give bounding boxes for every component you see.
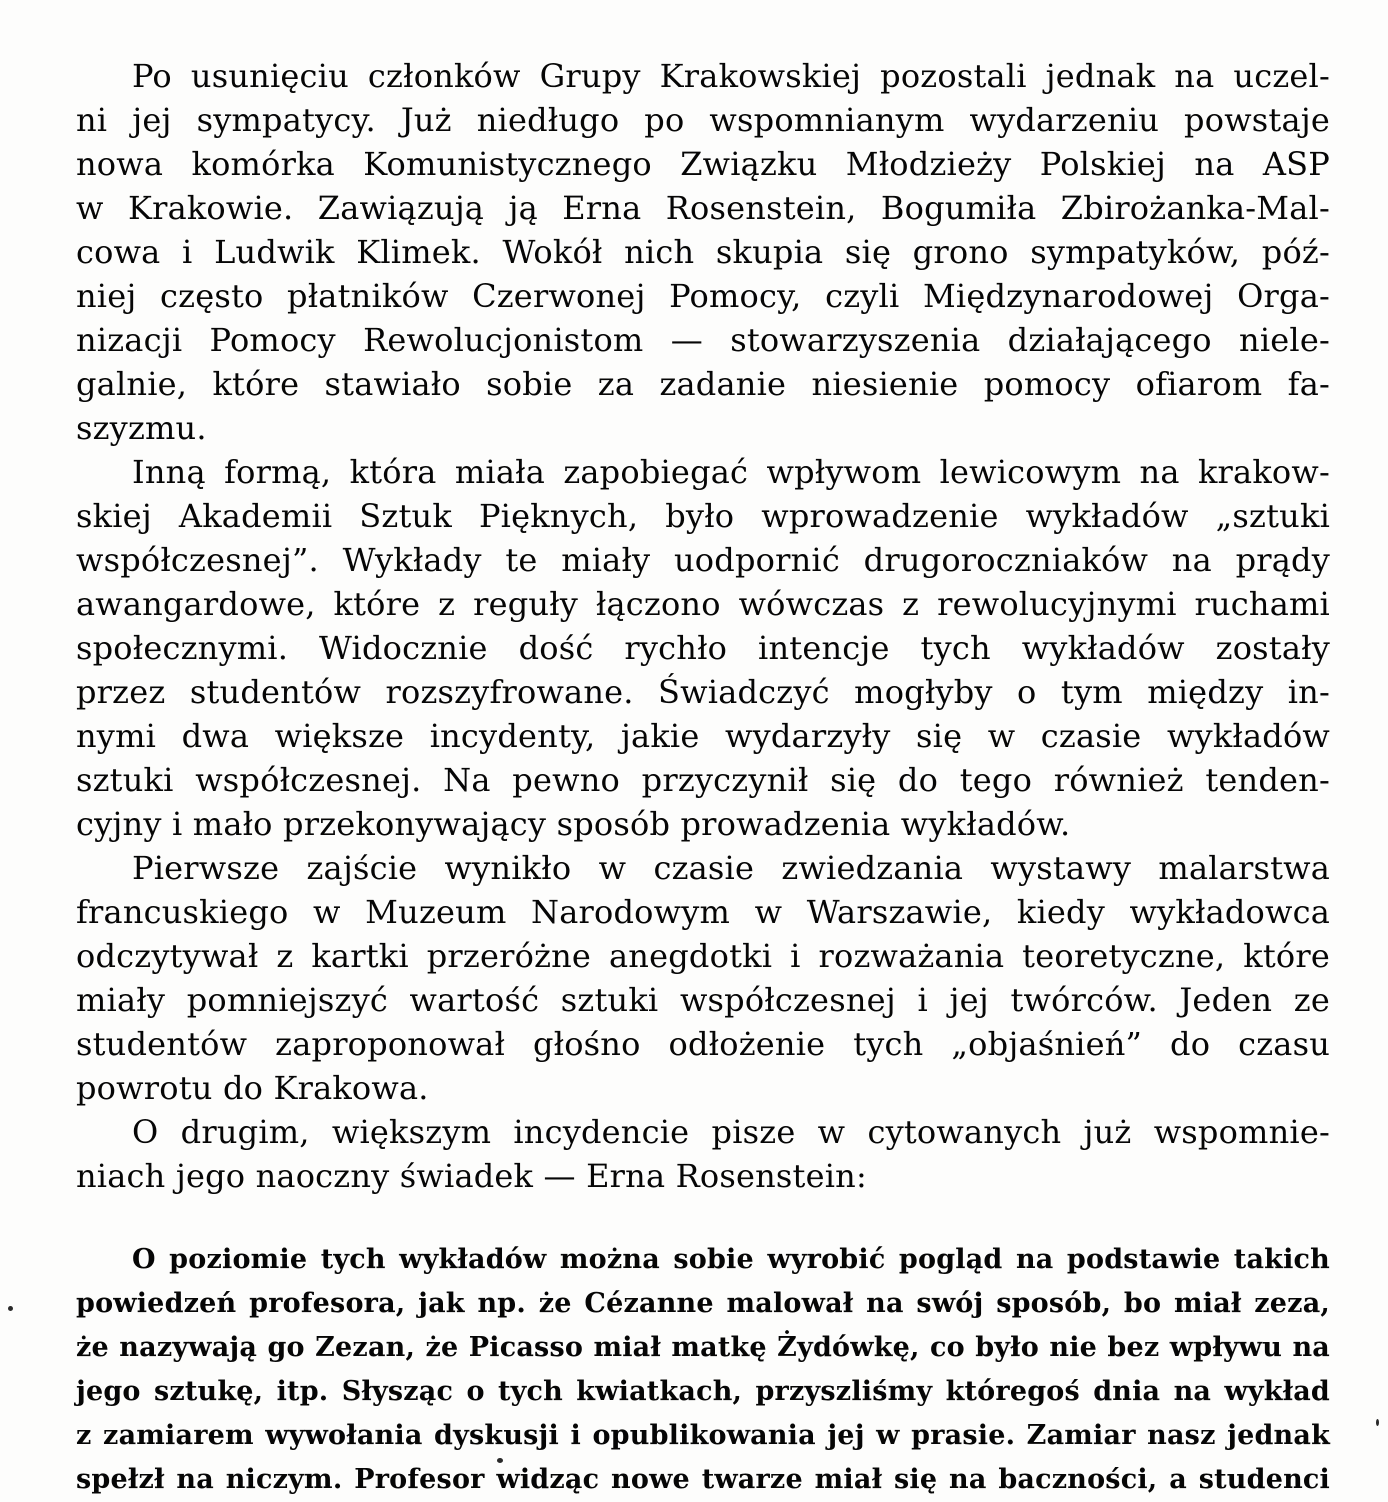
text-line: odczytywał z kartki przeróżne anegdotki i rozważania teoretyczne, które [76, 937, 1330, 975]
text-line: szyzmu. [76, 409, 207, 447]
text-line: niej często płatników Czerwonej Pomocy, czyli Międzynarodowej Orga- [76, 277, 1330, 315]
paragraph-2 [76, 450, 1330, 846]
quote-block [76, 1238, 1330, 1502]
text-line: że nazywają go Zezan, że Picasso miał matkę Żydówkę, co było nie bez wpływu na [76, 1332, 1330, 1363]
text-line: w Krakowie. Zawiązują ją Erna Rosenstein, Bogumiła Zbirożanka-Mal- [76, 189, 1330, 227]
text-line: powrotu do Krakowa. [76, 1069, 429, 1107]
text-line: jego sztukę, itp. Słysząc o tych kwiatkach, przyszliśmy któregoś dnia na wykład [76, 1376, 1330, 1407]
text-line: cowa i Ludwik Klimek. Wokół nich skupia się grono sympatyków, póź- [76, 233, 1330, 271]
text-line: awangardowe, które z reguły łączono wówczas z rewolucyjnymi ruchami [76, 585, 1330, 623]
text-line: Po usunięciu członków Grupy Krakowskiej pozostali jednak na uczel- [132, 57, 1330, 95]
text-line: społecznymi. Widocznie dość rychło intencje tych wykładów zostały [76, 629, 1330, 667]
text-line: Pierwsze zajście wynikło w czasie zwiedzania wystawy malarstwa [132, 849, 1330, 887]
scan-speck [8, 1306, 13, 1311]
text-line: sztuki współczesnej. Na pewno przyczynił się do tego również tenden- [76, 761, 1330, 799]
scan-speck [497, 1458, 503, 1463]
text-line: nizacji Pomocy Rewolucjonistom — stowarzyszenia działającego niele- [76, 321, 1330, 359]
text-line: niach jego naoczny świadek — Erna Rosenstein: [76, 1157, 867, 1195]
text-line: współczesnej”. Wykłady te miały uodpornić drugoroczniaków na prądy [76, 541, 1330, 579]
text-line: galnie, które stawiało sobie za zadanie niesienie pomocy ofiarom fa- [76, 365, 1330, 403]
text-line: nymi dwa większe incydenty, jakie wydarzyły się w czasie wykładów [76, 717, 1330, 755]
text-line: ni jej sympatycy. Już niedługo po wspomnianym wydarzeniu powstaje [76, 101, 1330, 139]
text-line: O drugim, większym incydencie pisze w cytowanych już wspomnie- [132, 1113, 1330, 1151]
paragraph-3 [76, 846, 1330, 1110]
text-line: skiej Akademii Sztuk Pięknych, było wprowadzenie wykładów „sztuki [76, 497, 1330, 535]
text-column [76, 54, 1330, 1502]
scan-speck [1376, 1419, 1379, 1426]
text-line: Inną formą, która miała zapobiegać wpływom lewicowym na krakow- [132, 453, 1330, 491]
text-line: francuskiego w Muzeum Narodowym w Warszawie, kiedy wykładowca [76, 893, 1330, 931]
paragraph-1 [76, 54, 1330, 450]
text-line: studentów zaproponował głośno odłożenie tych „objaśnień” do czasu [76, 1025, 1330, 1063]
text-line: O poziomie tych wykładów można sobie wyrobić pogląd na podstawie takich [132, 1244, 1330, 1275]
text-line: przez studentów rozszyfrowane. Świadczyć mogłyby o tym między in- [76, 673, 1330, 711]
paragraph-4 [76, 1110, 1330, 1198]
text-line: nowa komórka Komunistycznego Związku Młodzieży Polskiej na ASP [76, 145, 1330, 183]
text-line: powiedzeń profesora, jak np. że Cézanne malował na swój sposób, bo miał zeza, [76, 1288, 1330, 1319]
text-line: miały pomniejszyć wartość sztuki współczesnej i jej twórców. Jeden ze [76, 981, 1330, 1019]
text-line: cyjny i mało przekonywający sposób prowadzenia wykładów. [76, 805, 1071, 843]
text-line: spełzł na niczym. Profesor widząc nowe twarze miał się na baczności, a studenci [76, 1464, 1330, 1495]
text-line: z zamiarem wywołania dyskusji i opublikowania jej w prasie. Zamiar nasz jednak [76, 1420, 1330, 1451]
